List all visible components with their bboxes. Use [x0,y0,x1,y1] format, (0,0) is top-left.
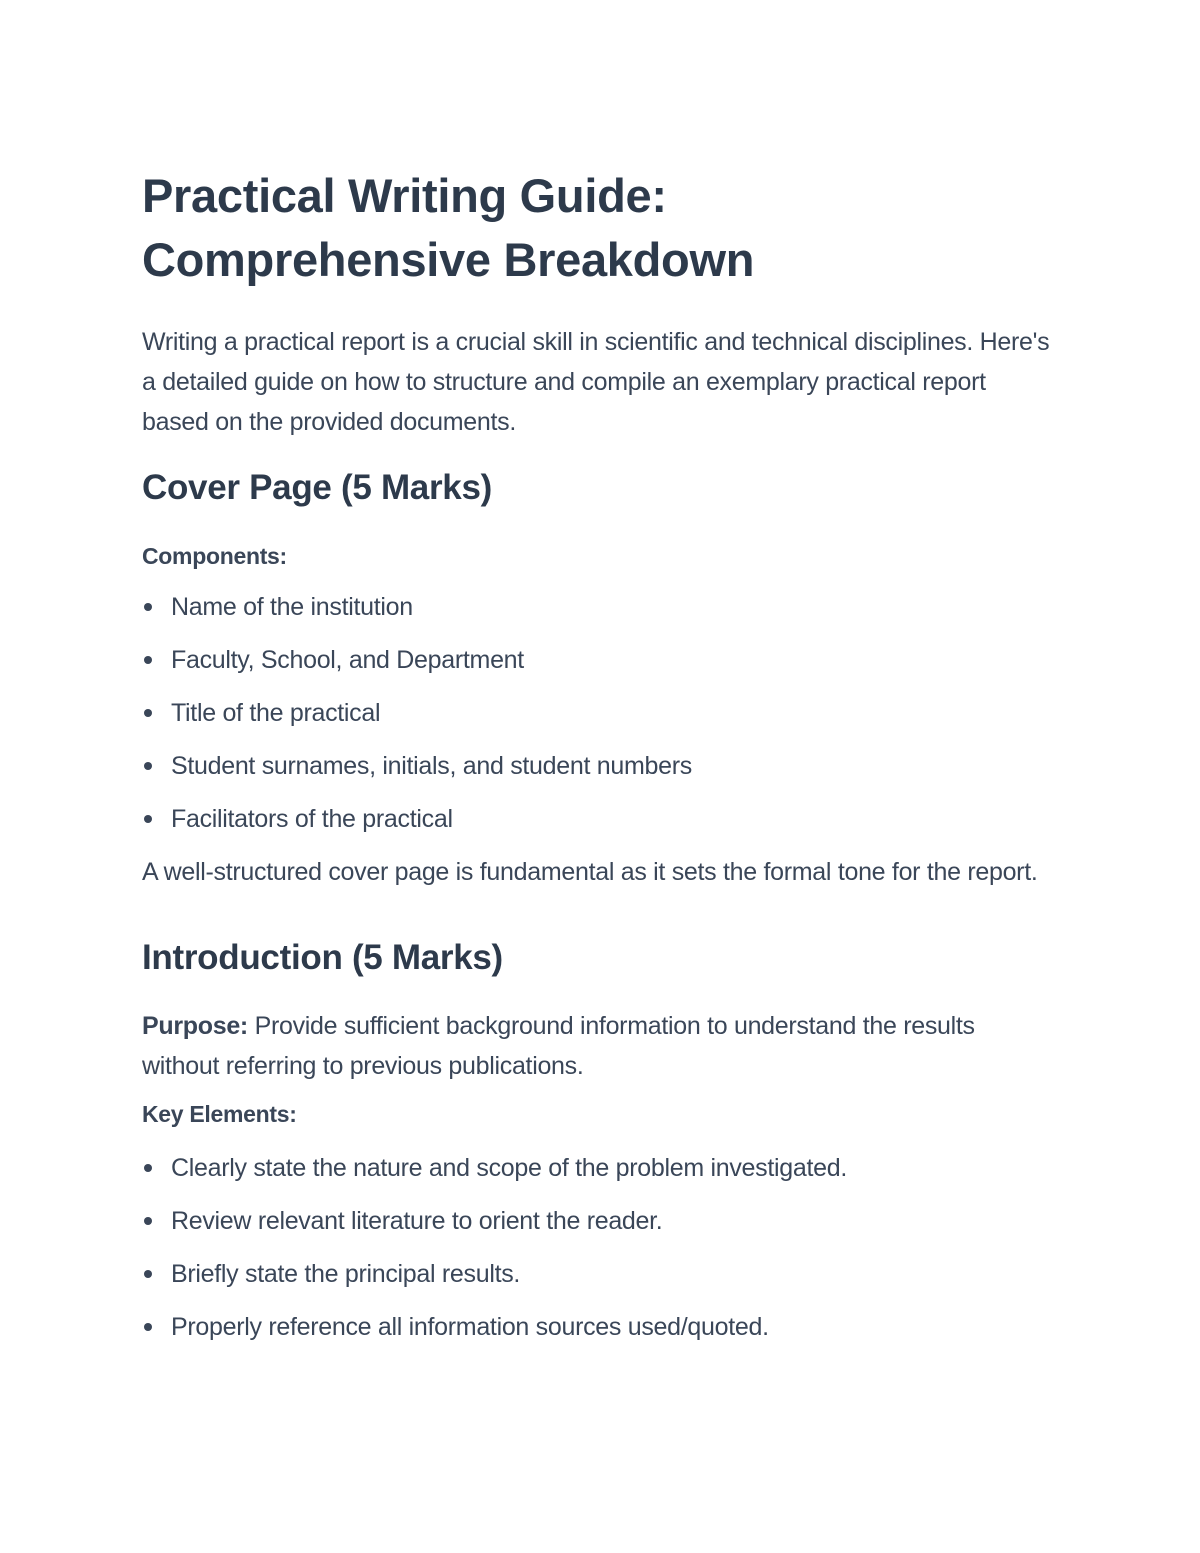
key-elements-label: Key Elements: [142,1101,297,1127]
cover-note: A well-structured cover page is fundamental as it sets the formal tone for the report. [142,858,1038,886]
bullet-icon [144,1323,152,1331]
bullet-icon [144,815,152,823]
list-item: Review relevant literature to orient the reader. [142,1201,1052,1241]
page-title [142,164,1052,292]
purpose-label: Purpose: [142,1012,248,1040]
components-label: Components: [142,543,287,569]
bullet-icon [144,1270,152,1278]
list-item: Student surnames, initials, and student numbers [142,746,1052,786]
list-item: Clearly state the nature and scope of the problem investigated. [142,1148,1052,1188]
purpose-paragraph [142,1006,1052,1086]
list-item: Faculty, School, and Department [142,640,1052,680]
introduction-heading: Introduction (5 Marks) [142,938,503,977]
cover-page-heading: Cover Page (5 Marks) [142,468,492,507]
list-item: Name of the institution [142,587,1052,627]
title-line-1: Practical Writing Guide: [142,169,667,222]
cover-components-list [142,587,1052,839]
bullet-icon [144,656,152,664]
list-item: Title of the practical [142,693,1052,733]
document-page [142,164,1052,1347]
bullet-icon [144,603,152,611]
list-item: Properly reference all information sources used/quoted. [142,1307,1052,1347]
title-line-2: Comprehensive Breakdown [142,233,755,286]
bullet-icon [144,1217,152,1225]
purpose-text: Provide sufficient background information to understand the results without referring to previous publications. [142,1012,975,1080]
list-item: Facilitators of the practical [142,799,1052,839]
bullet-icon [144,1164,152,1172]
key-elements-list [142,1148,1052,1347]
bullet-icon [144,762,152,770]
intro-paragraph: Writing a practical report is a crucial skill in scientific and technical disciplines. Here's a detailed guide on how to structure and compile an exemplary practical report based on the provided documents. [142,328,1050,436]
bullet-icon [144,709,152,717]
list-item: Briefly state the principal results. [142,1254,1052,1294]
